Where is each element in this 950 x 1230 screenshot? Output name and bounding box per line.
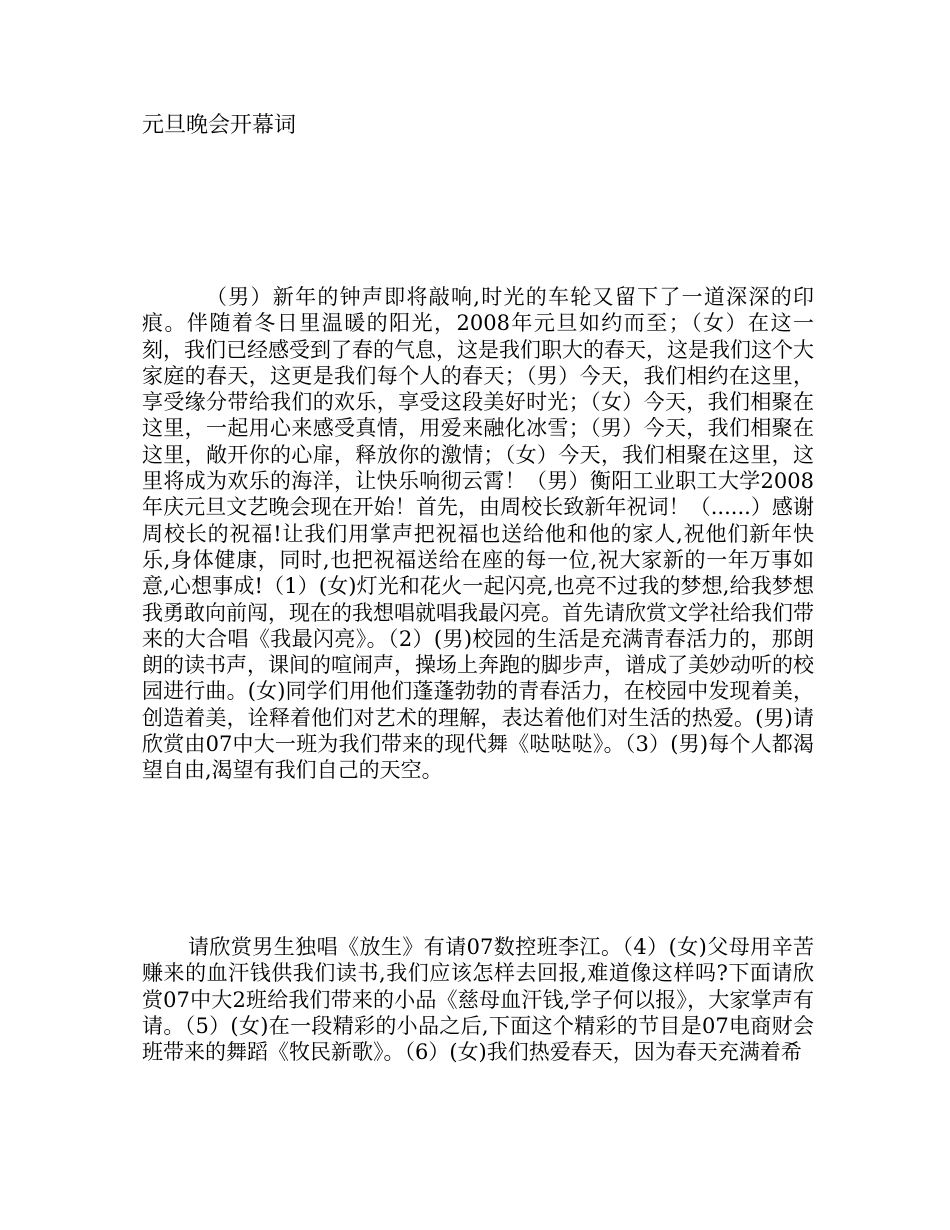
document-title: 元旦晚会开幕词 bbox=[142, 113, 297, 138]
body-paragraph-2: 请欣赏男生独唱《放生》有请07数控班李江。（4）(女)父母用辛苦赚来的血汗钱供我们读书,我们应该怎样去回报,难道像这样吗?下面请欣赏07中大2班给我们带来的小品《慈母血汗钱,学子何以报》，大家掌声有请。（5）(女)在一段精彩的小品之后,下面这个精彩的节目是07电商财会班带来的舞蹈《牧民新歌》。（6）(女)我们热爱春天，因为春天充满着希 bbox=[142, 935, 814, 1065]
body-paragraph-1: （男）新年的钟声即将敲响,时光的车轮又留下了一道深深的印痕。伴随着冬日里温暖的阳光，2008年元旦如约而至；（女）在这一刻，我们已经感受到了春的气息，这是我们职大的春天，这是我们这个大家庭的春天，这更是我们每个人的春天；（男）今天，我们相约在这里，享受缘分带给我们的欢乐，享受这段美好时光；（女）今天，我们相聚在这里，一起用心来感受真情，用爱来融化冰雪；（男）今天，我们相聚在这里，敞开你的心扉，释放你的激情；（女）今天，我们相聚在这里，这里将成为欢乐的海洋，让快乐响彻云霄！（男）衡阳工业职工大学2008年庆元旦文艺晚会现在开始！首先，由周校长致新年祝词！（......）感谢周校长的祝福!让我们用掌声把祝福也送给他和他的家人,祝他们新年快乐,身体健康，同时,也把祝福送给在座的每一位,祝大家新的一年万事如意,心想事成!（1）(女)灯光和花火一起闪亮,也亮不过我的梦想,给我梦想我勇敢向前闯，现在的我想唱就唱我最闪亮。首先请欣赏文学社给我们带来的大合唱《我最闪亮》。（2）(男)校园的生活是充满青春活力的，那朗朗的读书声，课间的喧闹声，操场上奔跑的脚步声，谱成了美妙动听的校园进行曲。(女)同学们用他们蓬蓬勃勃的青春活力，在校园中发现着美，创造着美，诠释着他们对艺术的理解，表达着他们对生活的热爱。(男)请欣赏由07中大一班为我们带来的现代舞《哒哒哒》。（3）(男)每个人都渴望自由,渴望有我们自己的天空。 bbox=[142, 285, 814, 783]
